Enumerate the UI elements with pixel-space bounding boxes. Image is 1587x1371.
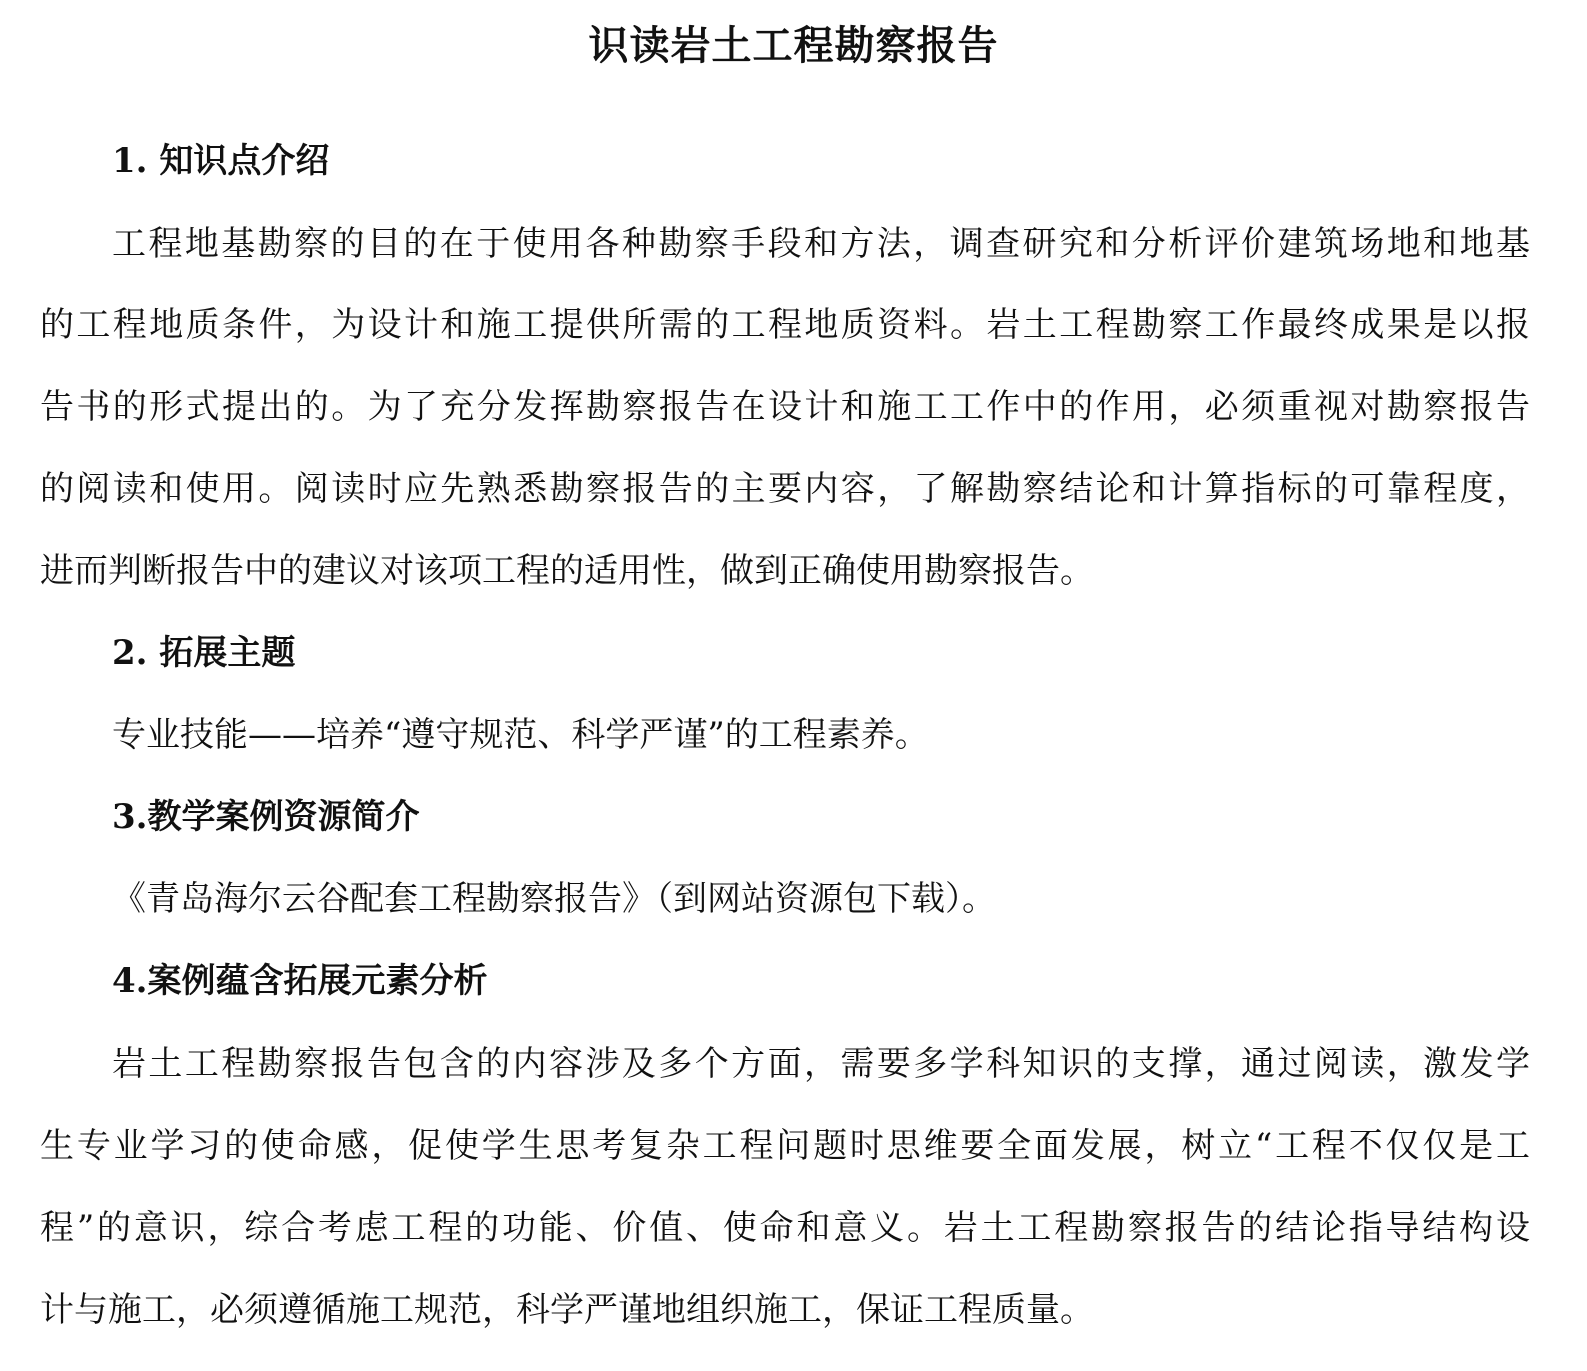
section-4-line-4: 计与施工，必须遵循施工规范，科学严谨地组织施工，保证工程质量。: [40, 1290, 1094, 1330]
section-4-heading: 4.案例蕴含拓展元素分析: [112, 961, 488, 1001]
section-1-line-4: 的阅读和使用。阅读时应先熟悉勘察报告的主要内容，了解勘察结论和计算指标的可靠程度，: [40, 469, 1530, 509]
section-4-line-2: 生专业学习的使命感，促使学生思考复杂工程问题时思维要全面发展，树立“工程不仅仅是工: [40, 1126, 1530, 1166]
section-4-line-1: 岩土工程勘察报告包含的内容涉及多个方面，需要多学科知识的支撑，通过阅读，激发学: [112, 1044, 1530, 1084]
section-3-heading: 3.教学案例资源简介: [112, 797, 420, 837]
section-1-heading: 1. 知识点介绍: [112, 141, 330, 181]
section-1-line-5: 进而判断报告中的建议对该项工程的适用性，做到正确使用勘察报告。: [40, 551, 1094, 591]
section-1-line-3: 告书的形式提出的。为了充分发挥勘察报告在设计和施工工作中的作用，必须重视对勘察报告: [40, 387, 1530, 427]
section-1-line-2: 的工程地质条件，为设计和施工提供所需的工程地质资料。岩土工程勘察工作最终成果是以报: [40, 305, 1530, 345]
section-1-line-1: 工程地基勘察的目的在于使用各种勘察手段和方法，调查研究和分析评价建筑场地和地基: [112, 224, 1530, 264]
section-4-line-3: 程”的意识，综合考虑工程的功能、价值、使命和意义。岩土工程勘察报告的结论指导结构设: [40, 1208, 1530, 1248]
document-title: 识读岩土工程勘察报告: [588, 22, 999, 69]
section-2-line-1: 专业技能——培养“遵守规范、科学严谨”的工程素养。: [112, 715, 929, 755]
section-3-line-1: 《青岛海尔云谷配套工程勘察报告》（到网站资源包下载）。: [112, 879, 996, 919]
section-2-heading: 2. 拓展主题: [112, 633, 296, 673]
